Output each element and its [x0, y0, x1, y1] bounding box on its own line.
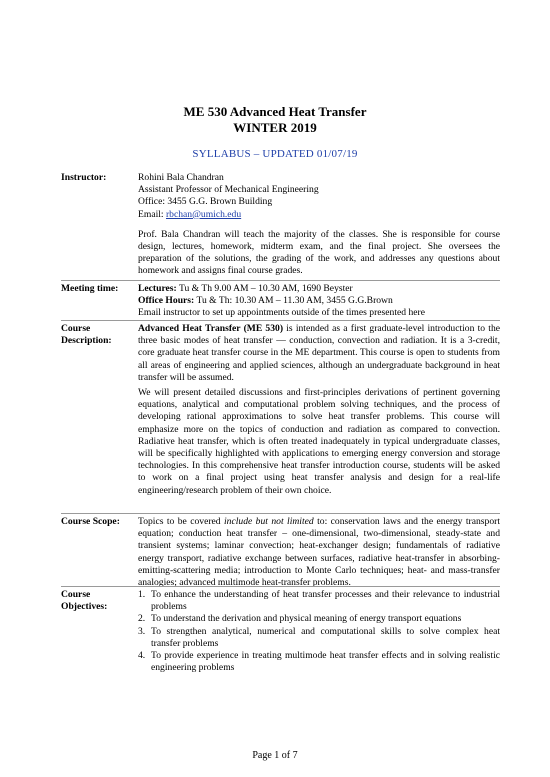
email-label: Email: — [138, 208, 166, 220]
course-scope-content — [138, 516, 500, 589]
lectures-value: Tu & Th 9.00 AM – 10.30 AM, 1690 Beyster — [176, 283, 353, 294]
instructor-content — [138, 172, 500, 278]
section-divider — [61, 513, 500, 514]
course-title: ME 530 Advanced Heat Transfer — [183, 104, 367, 119]
course-scope-label: Course Scope: — [61, 516, 120, 527]
instructor-description: Prof. Bala Chandran will teach the majority of the classes. She is responsible for course design, lectures, homework, midterm exam, and the final project. She oversees the preparation of the solutions, the grading of the work, and addresses any questions about homework and assigns final course grades. — [138, 228, 500, 277]
section-divider — [61, 586, 500, 587]
lectures-line — [138, 283, 500, 295]
office-hours-label: Office Hours: — [138, 295, 195, 307]
page-number: Page 1 of 7 — [252, 750, 298, 761]
course-description-label: Course Description: — [61, 323, 112, 347]
scope-paragraph: Topics to be covered include but not limited to: conservation laws and the energy transport equation; conduction heat transfer – one-dimensional, two-dimensional, steady-state and transient systems; laminar convection; heat-exchanger design; fundamentals of radiative energy transport, radiative exchange between surfaces, radiative heat-transfer in absorbing-emitting-scattering media; introduction to Monte Carlo techniques; heat- and mass-transfer analogies; advanced multimode heat-transfer problems. — [138, 516, 500, 589]
meeting-time-label: Meeting time: — [61, 283, 119, 294]
objectives-list — [138, 589, 500, 674]
lectures-label: Lectures: — [138, 283, 177, 294]
course-description-content — [138, 323, 500, 497]
section-divider — [61, 320, 500, 321]
section-divider — [61, 280, 500, 281]
scope-italic: include but not limited — [224, 516, 314, 527]
instructor-name: Rohini Bala Chandran — [138, 172, 224, 183]
description-paragraph-1: Advanced Heat Transfer (ME 530) is intended as a first graduate-level introduction to the three basic modes of heat transfer — conduction, convection and radiation. It is a 3-credit, core graduate heat transfer course in the ME department. This course is open to students from all areas of engineering and applied sciences, although an undergraduate background in heat transfer will be assumed. — [138, 323, 500, 383]
office-hours-line — [138, 295, 500, 307]
instructor-position: Assistant Professor of Mechanical Engineering — [138, 184, 319, 196]
term-title: WINTER 2019 — [233, 120, 317, 135]
description-paragraph-2: We will present detailed discussions and first-principles derivations of pertinent governing equations, analytical and computational problem solving techniques, and the process of developing rational approximations to solve heat transfer problems. This course will emphasize more on the topics of conduction and radiation as compared to convection. Radiative heat transfer, which is often treated inadequately in typical undergraduate classes, will be specifically highlighted with applications to emerging energy conversion and storage technologies. In this comprehensive heat transfer introduction course, students will be asked to work on a final project using heat transfer analysis and design for a real-life engineering/research problem of their own choice. — [138, 387, 500, 496]
instructor-label: Instructor: — [61, 172, 107, 183]
instructor-email-line — [138, 209, 500, 221]
appointment-note: Email instructor to set up appointments outside of the times presented here — [138, 307, 425, 319]
course-objectives-content — [138, 589, 500, 674]
course-objectives-label: Course Objectives: — [61, 589, 108, 613]
meeting-time-content — [138, 283, 500, 320]
objective-item: 1. To enhance the understanding of heat transfer processes and their relevance to industrial problems — [138, 589, 500, 613]
email-link[interactable]: rbchan@umich.edu — [165, 208, 242, 220]
syllabus-updated-heading: SYLLABUS – UPDATED 01/07/19 — [192, 148, 358, 160]
objective-item: 3. To strengthen analytical, numerical and computational skills to solve complex heat transfer problems — [138, 625, 500, 649]
objective-item: 4. To provide experience in treating multimode heat transfer effects and in solving realistic engineering problems — [138, 650, 500, 674]
office-hours-value: Tu & Th: 10.30 AM – 11.30 AM, 3455 G.G.Brown — [194, 295, 393, 307]
course-name-bold: Advanced Heat Transfer (ME 530) — [138, 323, 284, 334]
objective-item: 2. To understand the derivation and physical meaning of energy transport equations — [138, 613, 462, 625]
instructor-office: Office: 3455 G.G. Brown Building — [138, 196, 273, 208]
